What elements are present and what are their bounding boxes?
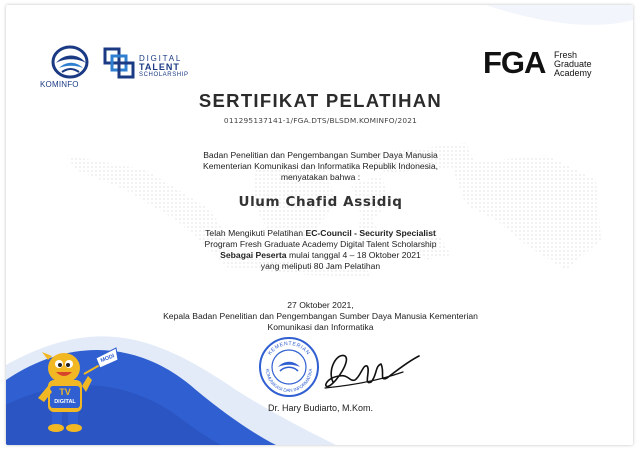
fga-line-1: Fresh (554, 50, 578, 60)
course-prefix: Telah Mengikuti Pelatihan (205, 228, 306, 238)
fga-line-3: Academy (554, 68, 592, 78)
dts-logo-icon (103, 47, 136, 79)
kominfo-logo (42, 41, 94, 83)
mascot-flag-text: MODI (99, 353, 116, 365)
dts-line-2: TALENT (139, 62, 180, 72)
handwritten-signature (315, 342, 425, 400)
seal-text-bottom: KOMUNIKASI DAN INFORMATIKA (264, 368, 314, 394)
ministry-seal (258, 336, 320, 398)
issuer-line-1: Badan Penelitian dan Pengembangan Sumber Daya Manusia (203, 150, 438, 160)
kominfo-label: KOMINFO (40, 80, 79, 89)
dts-line-3: SCHOLARSHIP (139, 72, 189, 78)
fga-logo-mark: FGA (483, 45, 546, 80)
course-name: EC-Council - Security Specialist (305, 228, 436, 238)
mascot-tv-text: TV (59, 387, 71, 397)
seal-text-top: KEMENTERIAN (267, 340, 311, 357)
signer-name: Dr. Hary Budiarto, M.Kom. (267, 403, 374, 413)
signer-position-line-2: Komunikasi dan Informatika (267, 322, 374, 332)
hours-line: yang meliputi 80 Jam Pelatihan (260, 261, 381, 271)
issue-date: 27 Oktober 2021, (287, 300, 354, 310)
issuer-line-2: Kementerian Komunikasi dan Informatika Republik Indonesia, (202, 161, 439, 171)
tv-digital-mascot (34, 340, 120, 440)
dts-wordmark (139, 55, 189, 79)
signer-position-line-1: Kepala Badan Penelitian dan Pengembangan Sumber Daya Manusia Kementerian (163, 311, 478, 321)
course-line (0, 228, 641, 239)
fga-wordmark (554, 51, 592, 78)
certificate-number: 011295137141-1/FGA.DTS/BLSDM.KOMINFO/2021 (223, 116, 418, 125)
role-label: Sebagai Peserta (220, 250, 287, 260)
fga-line-2: Graduate (554, 59, 592, 69)
program-line: Program Fresh Graduate Academy Digital Talent Scholarship (204, 239, 437, 249)
mascot-digital-text: DIGITAL (54, 399, 76, 405)
period-text: mulai tanggal 4 – 18 Oktober 2021 (286, 250, 421, 260)
issuer-line-3: menyatakan bahwa : (280, 172, 361, 182)
recipient-name: Ulum Chafid Assidiq (238, 194, 403, 210)
certificate-title: SERTIFIKAT PELATIHAN (198, 90, 443, 111)
period-line (0, 250, 641, 261)
dts-line-1: DIGITAL (139, 54, 183, 63)
